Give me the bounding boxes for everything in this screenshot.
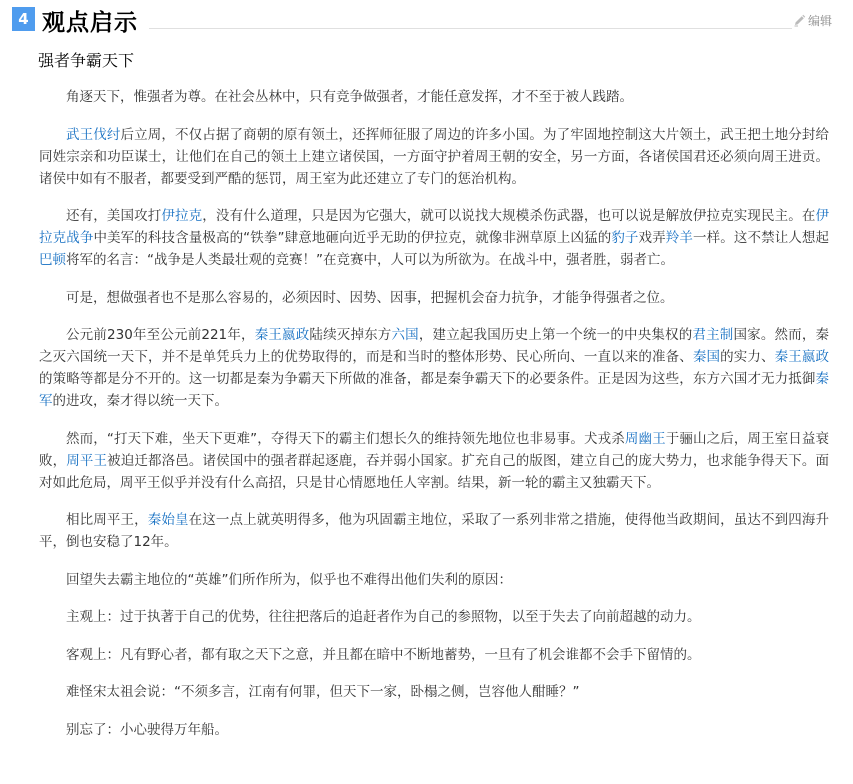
link-qin-king-yingzheng-2[interactable]: 秦王嬴政 xyxy=(774,349,830,365)
paragraph-text: ，建立起我国历史上第一个统一的中央集权的 xyxy=(418,327,693,343)
paragraph-text: 的实力、 xyxy=(720,349,775,365)
link-zhou-you-wang[interactable]: 周幽王 xyxy=(624,430,666,447)
paragraph-text: 角逐天下，惟强者为尊。在社会丛林中，只有竞争做强者，才能任意发挥，才不至于被人践踏。 xyxy=(66,89,633,105)
edit-label: 编辑 xyxy=(807,14,832,28)
paragraph-text: 国家。然而，秦之灭六国统一天下，并不是单凭兵力上的优势取得的，而是和当时的整体形势、民心所向、一直以来的准备、 xyxy=(39,327,830,365)
paragraph-9 xyxy=(39,606,829,628)
paragraph-text: 还有，美国攻打 xyxy=(66,208,162,224)
paragraph-7 xyxy=(39,509,829,553)
paragraph-text: 主观上：过于执著于自己的优势，往往把落后的追赶者作为自己的参照物，以至于失去了向前超越的动力。 xyxy=(66,609,701,625)
link-wuwangfazhou[interactable]: 武王伐纣 xyxy=(66,126,121,143)
link-iraq-war[interactable]: 伊拉克战争 xyxy=(39,208,830,246)
link-patton[interactable]: 巴顿 xyxy=(39,252,66,268)
subsection-title: 强者争霸天下 xyxy=(38,51,135,70)
paragraph-6 xyxy=(39,428,829,494)
paragraph-text: 陆续灭掉东方 xyxy=(309,327,392,343)
paragraph-text: 回望失去霸主地位的“英雄”们所作所为，似乎也不难得出他们失利的原因： xyxy=(66,571,512,588)
paragraph-text: 公元前230年至公元前221年， xyxy=(66,327,255,343)
paragraph-1 xyxy=(39,86,829,108)
paragraph-5 xyxy=(39,324,829,412)
link-antelope[interactable]: 羚羊 xyxy=(665,230,694,246)
link-leopard[interactable]: 豹子 xyxy=(611,230,639,246)
paragraph-4 xyxy=(39,287,829,309)
paragraph-text: 别忘了：小心驶得万年船。 xyxy=(66,721,228,738)
pencil-icon xyxy=(793,14,806,27)
paragraph-text: 然而，“打天下难，坐天下更难”，夺得天下的霸主们想长久的维持领先地位也非易事。犬戎杀 xyxy=(66,430,625,447)
link-zhou-ping-wang[interactable]: 周平王 xyxy=(66,452,108,469)
paragraph-text: 后立周，不仅占据了商朝的原有领土，还挥师征服了周边的许多小国。为了牢固地控制这大片领土，武王把土地分封给同姓宗亲和功臣谋士，让他们在自己的领土上建立诸侯国，一方面守护着周王朝的安全，另一方面，各诸侯国君还必须向周王进贡。诸侯中如有不服者，都要受到严酷的惩罚，周王室为此还建立了专门的惩治机构。 xyxy=(39,126,830,187)
paragraph-text: 的策略等都是分不开的。这一切都是秦为争霸天下所做的准备，都是秦争霸天下的必要条件。正是因为这些，东方六国才无力抵御 xyxy=(39,371,816,387)
paragraph-text: ，没有什么道理，只是因为它强大，就可以说找大规模杀伤武器，也可以说是解放伊拉克实现民主。在 xyxy=(202,208,816,224)
paragraph-12 xyxy=(39,719,829,741)
paragraph-10 xyxy=(39,644,829,666)
section-title: 观点启示 xyxy=(42,10,138,36)
link-qin-shi-huang[interactable]: 秦始皇 xyxy=(147,512,189,528)
paragraph-text: 客观上：凡有野心者，都有取之天下之意，并且都在暗中不断地蓄势，一旦有了机会谁都不会手下留情的。 xyxy=(66,646,701,663)
link-qin-king-yingzheng[interactable]: 秦王嬴政 xyxy=(254,327,310,343)
paragraph-2 xyxy=(39,124,829,190)
paragraph-text: 中美军的科技含量极高的“铁拳”肆意地砸向近乎无助的伊拉克，就像非洲草原上凶猛的 xyxy=(93,230,612,246)
paragraph-text: 在这一点上就英明得多，他为巩固霸主地位，采取了一系列非常之措施，使得他当政期间，虽达不到四海升平，倒也安稳了12年。 xyxy=(39,512,830,550)
paragraph-text: 的进攻，秦才得以统一天下。 xyxy=(52,393,228,409)
section-header xyxy=(12,7,832,36)
link-monarchy[interactable]: 君主制 xyxy=(692,327,734,343)
paragraph-text: 相比周平王， xyxy=(66,512,148,528)
paragraph-8 xyxy=(39,569,829,591)
paragraph-11 xyxy=(39,681,829,703)
paragraph-text: 难怪宋太祖会说：“不须多言，江南有何罪，但天下一家，卧榻之侧，岂容他人酣睡？” xyxy=(66,684,580,700)
paragraph-text: 被迫迁都洛邑。诸侯国中的强者群起逐鹿，吞并弱小国家。扩充自己的版图，建立自己的庞大势力，也求能争得天下。面对如此危局，周平王似乎并没有什么高招，只是甘心情愿地任人宰割。结果，新一轮的霸主又独霸天下。 xyxy=(39,452,830,491)
article-body xyxy=(39,86,829,756)
paragraph-3 xyxy=(39,205,829,271)
paragraph-text: 一样。这不禁让人想起 xyxy=(693,230,830,246)
edit-button[interactable] xyxy=(793,12,832,29)
paragraph-text: 将军的名言：“战争是人类最壮观的竞赛！”在竞赛中，人可以为所欲为。在战斗中，强者胜，弱者亡。 xyxy=(66,252,674,268)
header-divider xyxy=(149,28,792,29)
link-six-states[interactable]: 六国 xyxy=(391,327,419,343)
link-iraq[interactable]: 伊拉克 xyxy=(161,208,203,224)
link-qin-state[interactable]: 秦国 xyxy=(692,349,721,365)
paragraph-text: 可是，想做强者也不是那么容易的，必须因时、因势、因事，把握机会奋力抗争，才能争得强者之位。 xyxy=(66,289,674,306)
link-qin-army[interactable]: 秦军 xyxy=(39,371,829,409)
paragraph-text: 戏弄 xyxy=(638,230,666,246)
section-number-badge: 4 xyxy=(12,7,35,31)
paragraph-text: 于骊山之后，周王室日益衰败， xyxy=(39,430,830,469)
